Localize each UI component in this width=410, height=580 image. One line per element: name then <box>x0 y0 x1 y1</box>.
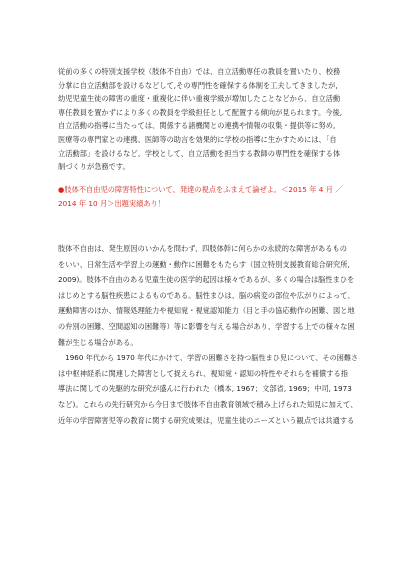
paragraph-line: をいい、日常生活や学習上の運動・動作に困難をもたらす（国立特別支援教育総合研究所, <box>58 259 350 269</box>
paragraph-line: はじめとする脳性疾患によるものである。脳性まひは、脳の病変の部位や広がりによって、 <box>58 290 355 300</box>
paragraph-line: 難が生じる場合がある。 <box>58 337 138 347</box>
paragraph-line: 導法に関しての先駆的な研究が盛んに行われた（橋本, 1967；文部省, 1969；中司, 1973 <box>58 384 352 394</box>
paragraph-line: は中枢神経系に関連した障害として捉えられ、視知覚・認知の特性やそれらを補償する指 <box>58 368 348 378</box>
intro-paragraph <box>58 65 358 174</box>
paragraph-line: 分掌に自立活動部を設けるなどして,その専門性を確保する体制を工夫してきましたが, <box>58 80 338 90</box>
paragraph-line: 運動障害のほか、情報処理能力や視知覚・視覚認知能力（目と手の協応動作の困難、図と地 <box>58 306 355 316</box>
question-heading <box>58 183 358 210</box>
paragraph-line: 専任教員を置かずにより多くの教員を学級担任として配置する傾向が見られます。今後, <box>58 107 343 117</box>
paragraph-line: 制づくりが急務です。 <box>58 162 130 172</box>
paragraph-line: 2009)。肢体不自由のある児童生徒の医学的起因は様々であるが、多くの場合は脳性まひを <box>58 275 355 285</box>
paragraph-line: 医療等の専門家との連携、医師等の助言を効果的に学校の指導に生かすためには、「自 <box>58 134 337 144</box>
paragraph-line: 近年の学習障害児等の教育に関する研究成果は，児童生徒のニーズという観点では共通する <box>58 415 355 425</box>
paragraph-line: 肢体不自由は、発生原因のいかんを問わず、四肢体幹に何らかの永続的な障害があるもの <box>58 244 347 253</box>
paragraph-line: 幼児児童生徒の障害の重度・重複化に伴い重複学級が増加したことなどから、自立活動 <box>58 94 341 104</box>
paragraph-line: の弁別の困難、空間認知の困難等）等に影響を与える場合があり、学習する上での様々な困 <box>58 321 355 331</box>
paragraph-line: 従前の多くの特別支援学校（肢体不自由）では、自立活動専任の教員を置いたり、校務 <box>58 67 341 76</box>
paragraph-line: 1960 年代から 1970 年代にかけて、学習の困難さを持つ脳性まひ児について、その困難さ <box>58 353 359 363</box>
heading-line <box>58 183 358 197</box>
heading-line: 2014 年 10 月＞出題実績あり！ <box>58 198 166 208</box>
paragraph-line: など)。これらの先行研究から今日まで肢体不自由教育領域で積み上げられた知見に加えて、 <box>58 399 358 409</box>
heading-text: 肢体不自由児の障害特性について、発達の視点をふまえて論ぜよ。＜2015 年 4 月 ／ <box>64 185 343 194</box>
answer-paragraph <box>58 241 358 428</box>
bullet-icon: ● <box>58 185 65 194</box>
paragraph-line: 自立活動の指導に当たっては、関係する諸機関との連携や情報の収集・提供等に努め, <box>58 121 336 131</box>
paragraph-line: 立活動部」を設けるなど、学校として、自立活動を担当する教師の専門性を確保する体 <box>58 148 341 158</box>
